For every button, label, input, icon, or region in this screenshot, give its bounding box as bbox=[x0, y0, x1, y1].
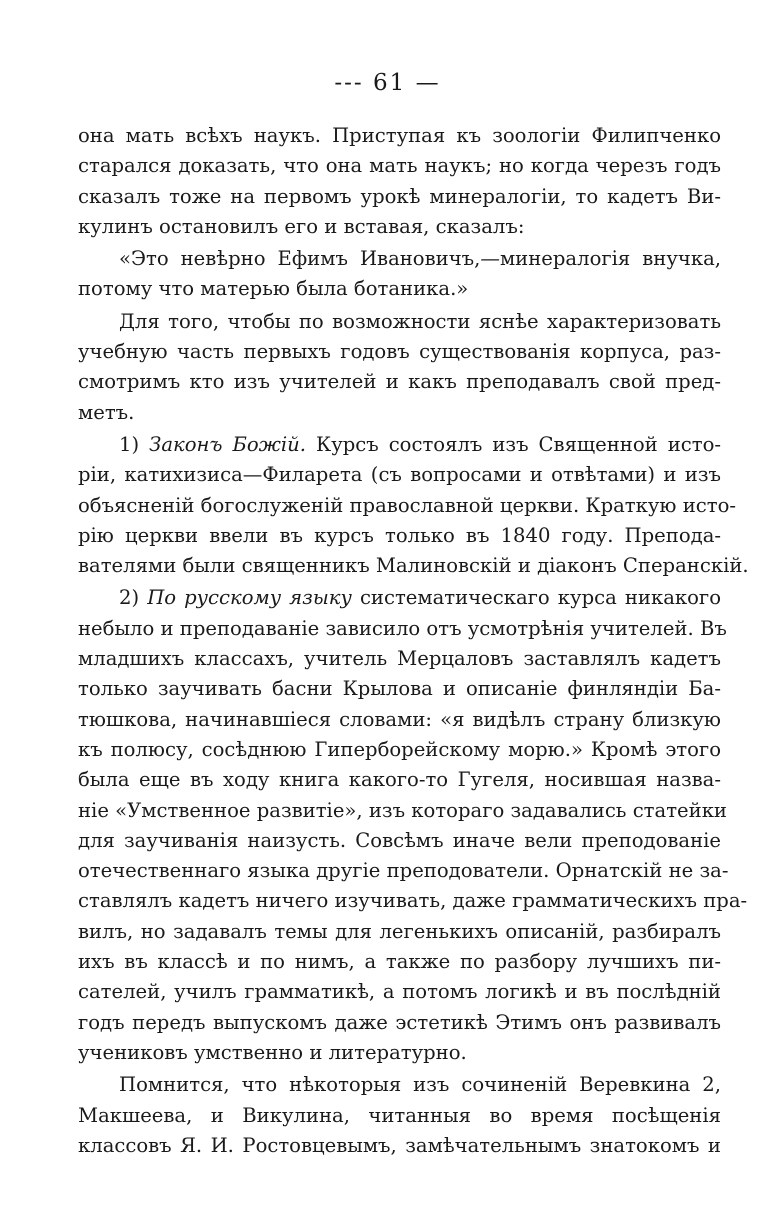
text-line: ихъ въ классѣ и по нимъ, а также по разбору лучшихъ пи- bbox=[78, 950, 721, 974]
text-line: сателей, училъ грамматикѣ, а потомъ логикѣ и въ послѣдній bbox=[78, 980, 721, 1004]
text-line: старался доказать, что она мать наукъ; но когда черезъ годъ bbox=[78, 154, 721, 178]
text-line: классовъ Я. И. Ростовцевымъ, замѣчательнымъ знатокомъ и bbox=[78, 1133, 721, 1157]
text-line: ніе «Умственное развитіе», изъ котораго задавались статейки bbox=[78, 798, 727, 822]
text-line: она мать всѣхъ наукъ. Приступая къ зоологіи Филипченко bbox=[78, 124, 721, 147]
text-line: «Это невѣрно Ефимъ Ивановичъ,—минералогія внучка, bbox=[119, 247, 721, 271]
page-number-header: --- 61 — bbox=[334, 70, 441, 96]
text-line: была еще въ ходу книга какого-то Гугеля, носившая назва- bbox=[78, 768, 721, 792]
list-number: 2) bbox=[119, 586, 148, 610]
text-line: годъ передъ выпускомъ даже эстетикѣ Этимъ онъ развивалъ bbox=[78, 1010, 721, 1034]
text-line: кулинъ остановилъ его и вставая, сказалъ: bbox=[78, 214, 525, 238]
text-line: отечественнаго языка другіе преподователи. Орнатскій не за- bbox=[78, 859, 729, 883]
text-line: учениковъ умственно и литературно. bbox=[78, 1040, 467, 1064]
line-rest: Курсъ состоялъ изъ Священной исто- bbox=[306, 432, 721, 456]
text-line: только заучивать басни Крылова и описаніе финляндіи Ба- bbox=[78, 677, 721, 701]
text-line: вателями были священникъ Малиновскій и діаконъ Сперанскій. bbox=[78, 554, 749, 578]
text-line: метъ. bbox=[78, 400, 135, 424]
text-line: къ полюсу, сосѣднюю Гиперборейскому морю.» Кромѣ этого bbox=[78, 737, 721, 761]
text-line: сказалъ тоже на первомъ урокѣ минералогіи, то кадетъ Ви- bbox=[78, 184, 721, 208]
text-line: смотримъ кто изъ учителей и какъ преподавалъ свой пред- bbox=[78, 370, 721, 394]
text-line: Макшеева, и Викулина, читанныя во время посѣщенія bbox=[78, 1103, 721, 1127]
text-line: вилъ, но задавалъ темы для легенькихъ описаній, разбиралъ bbox=[78, 919, 721, 943]
text-line: небыло и преподаваніе зависило отъ усмотрѣнія учителей. Въ bbox=[78, 616, 727, 640]
text-line bbox=[78, 430, 721, 460]
text-line: ріи, катихизиса—Филарета (съ вопросами и отвѣтами) и изъ bbox=[78, 463, 721, 487]
line-rest: систематическаго курса никакого bbox=[351, 586, 721, 610]
section-heading-italic: Законъ Божій. bbox=[149, 432, 307, 456]
text-line: рію церкви ввели въ курсъ только въ 1840 году. Препода- bbox=[78, 523, 721, 547]
section-heading-italic: По русскому языку bbox=[147, 586, 352, 610]
text-line: младшихъ классахъ, учитель Мерцаловъ заставлялъ кадетъ bbox=[78, 647, 721, 671]
document-body bbox=[78, 121, 749, 1161]
text-line: объясненій богослуженій православной церкви. Краткую исто- bbox=[78, 493, 736, 517]
text-line: Для того, чтобы по возможности яснѣе характеризовать bbox=[119, 309, 721, 333]
text-line: Помнится, что нѣкоторыя изъ сочиненій Веревкина 2, bbox=[119, 1073, 721, 1097]
text-line: потому что матерью была ботаника.» bbox=[78, 277, 469, 301]
text-line: тюшкова, начинавшіеся словами: «я видѣлъ страну близкую bbox=[78, 707, 721, 731]
text-line bbox=[78, 583, 721, 613]
list-number: 1) bbox=[119, 432, 150, 456]
text-line: учебную часть первыхъ годовъ существованія корпуса, раз- bbox=[78, 340, 721, 364]
text-line: для заучиванія наизусть. Совсѣмъ иначе вели преподованіе bbox=[78, 828, 721, 852]
text-line: ставлялъ кадетъ ничего изучивать, даже грамматическихъ пра- bbox=[78, 889, 748, 913]
